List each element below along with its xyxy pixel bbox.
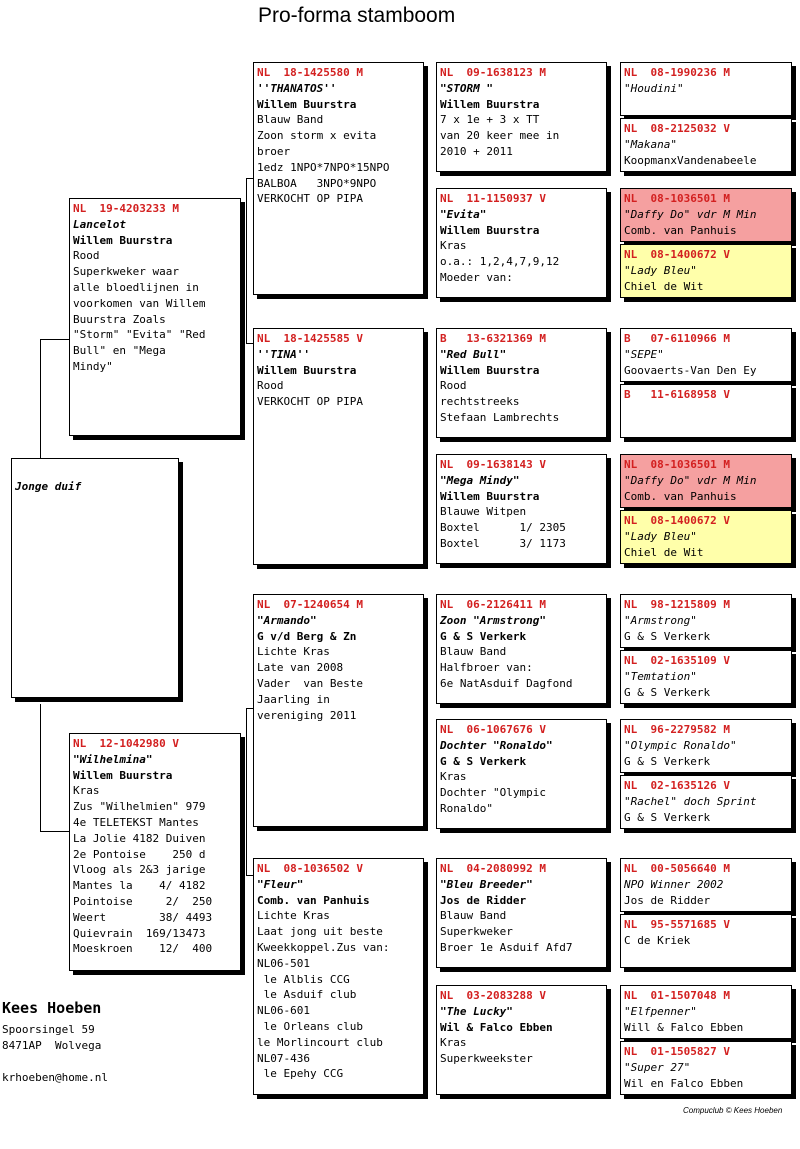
info-line: 2010 + 2011: [440, 144, 513, 158]
pigeon-name: "The Lucky": [440, 1004, 513, 1018]
great-grandparent-box: [436, 188, 607, 298]
pigeon-name: "Armstrong": [624, 613, 697, 627]
subject-box: [11, 458, 179, 698]
info-line: Superkweekster: [440, 1052, 533, 1066]
pigeon-name: NPO Winner 2002: [624, 877, 724, 891]
info-line: le Alblis CCG: [257, 972, 350, 986]
great-grandparent-box: [436, 719, 607, 829]
gen4-box: [620, 1041, 792, 1095]
breeder: Willem Buurstra: [440, 489, 540, 503]
info-line: Superkweker: [440, 925, 513, 939]
info-line: Moeder van:: [440, 270, 513, 284]
info-line: Blauwe Witpen: [440, 505, 527, 519]
subject-name: Jonge duif: [15, 480, 82, 493]
father-box: [69, 198, 241, 436]
ring-number: NL 18-1425580 M: [257, 66, 363, 79]
pigeon-name: "Houdini": [624, 81, 684, 95]
breeder: Goovaerts-Van Den Ey: [624, 363, 757, 377]
info-line: VERKOCHT OP PIPA: [257, 395, 363, 409]
ring-number: NL 11-1150937 V: [440, 192, 546, 205]
info-line: Rood: [440, 379, 467, 393]
info-line: Late van 2008: [257, 661, 344, 675]
great-grandparent-box: [436, 985, 607, 1095]
ring-number: NL 06-2126411 M: [440, 598, 546, 611]
info-line: Boxtel 3/ 1173: [440, 536, 566, 550]
gen4-box: [620, 62, 792, 116]
pigeon-name: "Wilhelmina": [73, 752, 153, 766]
breeder: Jos de Ridder: [624, 893, 711, 907]
ring-number: NL 08-1036501 M: [624, 458, 730, 471]
info-line: voorkomen van Willem: [73, 296, 206, 310]
ring-number: NL 08-1036501 M: [624, 192, 730, 205]
ring-number: NL 01-1507048 M: [624, 989, 730, 1002]
info-line: 4e TELETEKST Mantes: [73, 815, 199, 829]
info-line: "Storm" "Evita" "Red: [73, 328, 206, 342]
info-line: le Epehy CCG: [257, 1067, 344, 1081]
breeder: Willem Buurstra: [440, 97, 540, 111]
breeder: KoopmanxVandenabeele: [624, 153, 757, 167]
ring-number: NL 02-1635126 V: [624, 779, 730, 792]
breeder: Willem Buurstra: [440, 363, 540, 377]
breeder: Jos de Ridder: [440, 893, 527, 907]
info-line: Halfbroer van:: [440, 661, 533, 675]
pigeon-name: "Lady Bleu": [624, 529, 697, 543]
grandmother-maternal-box: [253, 858, 424, 1095]
info-line: Mantes la 4/ 4182: [73, 879, 206, 893]
info-line: NL06-501: [257, 956, 310, 970]
ring-number: NL 12-1042980 V: [73, 737, 179, 750]
info-line: 1edz 1NPO*7NPO*15NPO: [257, 160, 390, 174]
pigeon-name: "Super 27": [624, 1060, 691, 1074]
breeder: Willem Buurstra: [440, 223, 540, 237]
breeder: Chiel de Wit: [624, 279, 704, 293]
breeder: G v/d Berg & Zn: [257, 629, 357, 643]
breeder: G & S Verkerk: [624, 685, 711, 699]
breeder: Comb. van Panhuis: [624, 223, 737, 237]
info-line: Blauw Band: [440, 645, 507, 659]
pigeon-name: "STORM ": [440, 81, 493, 95]
breeder: Comb. van Panhuis: [624, 489, 737, 503]
mother-box: [69, 733, 241, 971]
info-line: o.a.: 1,2,4,7,9,12: [440, 255, 560, 269]
info-line: Kras: [73, 784, 100, 798]
breeder: Willem Buurstra: [257, 363, 357, 377]
connector-line: [40, 339, 41, 459]
connector-line: [40, 831, 70, 832]
info-line: 7 x 1e + 3 x TT: [440, 113, 540, 127]
ring-number: B 07-6110966 M: [624, 332, 730, 345]
info-line: le Morlincourt club: [257, 1035, 383, 1049]
breeder: G & S Verkerk: [624, 629, 711, 643]
breeder: Comb. van Panhuis: [257, 893, 370, 907]
owner-city: 8471AP Wolvega: [2, 1039, 102, 1052]
info-line: Superkweker waar: [73, 265, 179, 279]
info-line: Rood: [73, 249, 100, 263]
info-line: 6e NatAsduif Dagfond: [440, 676, 573, 690]
breeder: Willem Buurstra: [73, 768, 173, 782]
ring-number: NL 95-5571685 V: [624, 918, 730, 931]
info-line: Stefaan Lambrechts: [440, 410, 560, 424]
info-line: broer: [257, 144, 291, 158]
gen4-box: [620, 118, 792, 172]
info-line: Kras: [440, 239, 467, 253]
pigeon-name: "SEPE": [624, 347, 664, 361]
gen4-box: [620, 650, 792, 704]
connector-line: [246, 708, 247, 875]
gen4-box: [620, 775, 792, 829]
info-line: Quievrain 169/13473: [73, 926, 206, 940]
ring-number: NL 02-1635109 V: [624, 654, 730, 667]
info-line: Kweekkoppel.Zus van:: [257, 940, 390, 954]
pigeon-name: Lancelot: [73, 217, 126, 231]
info-line: Jaarling in: [257, 692, 330, 706]
info-line: le Orleans club: [257, 1019, 363, 1033]
great-grandparent-box: [436, 454, 607, 564]
connector-line: [40, 339, 70, 340]
ring-number: NL 19-4203233 M: [73, 202, 179, 215]
pigeon-name: "Makana": [624, 137, 677, 151]
info-line: Rood: [257, 379, 284, 393]
breeder: Wil & Falco Ebben: [440, 1020, 553, 1034]
info-line: le Asduif club: [257, 988, 357, 1002]
pigeon-name: "Rachel" doch Sprint: [624, 794, 757, 808]
pigeon-name: ''THANATOS'': [257, 81, 337, 95]
great-grandparent-box: [436, 858, 607, 968]
pigeon-name: "Mega Mindy": [440, 473, 520, 487]
ring-number: NL 08-1036502 V: [257, 862, 363, 875]
gen4-box: [620, 510, 792, 564]
connector-line: [246, 178, 247, 343]
pigeon-name: "Lady Bleu": [624, 263, 697, 277]
grandfather-paternal-box: [253, 62, 424, 295]
info-line: 2e Pontoise 250 d: [73, 847, 206, 861]
info-line: Blauw Band: [257, 113, 324, 127]
pigeon-name: "Armando": [257, 613, 317, 627]
info-line: VERKOCHT OP PIPA: [257, 192, 363, 206]
page-title: Pro-forma stamboom: [258, 4, 456, 27]
grandmother-paternal-box: [253, 328, 424, 565]
pigeon-name: Zoon "Armstrong": [440, 613, 546, 627]
pigeon-name: ''TINA'': [257, 347, 310, 361]
info-line: alle bloedlijnen in: [73, 280, 199, 294]
footer-credit: Compuclub © Kees Hoeben: [683, 1106, 783, 1115]
info-line: Dochter "Olympic: [440, 786, 546, 800]
info-line: Bull" en "Mega: [73, 344, 166, 358]
info-line: Zus "Wilhelmien" 979: [73, 800, 206, 814]
pigeon-name: "Bleu Breeder": [440, 877, 533, 891]
gen4-box: [620, 594, 792, 648]
connector-line: [40, 704, 41, 832]
info-line: rechtstreeks: [440, 395, 520, 409]
breeder: G & S Verkerk: [624, 754, 711, 768]
gen4-box: [620, 914, 792, 968]
ring-number: NL 00-5056640 M: [624, 862, 730, 875]
info-line: Broer 1e Asduif Afd7: [440, 940, 573, 954]
gen4-box: [620, 985, 792, 1039]
ring-number: B 13-6321369 M: [440, 332, 546, 345]
ring-number: NL 09-1638143 V: [440, 458, 546, 471]
info-line: Kras: [440, 770, 467, 784]
grandfather-maternal-box: [253, 594, 424, 827]
ring-number: B 11-6168958 V: [624, 388, 730, 401]
pigeon-name: "Elfpenner": [624, 1004, 697, 1018]
great-grandparent-box: [436, 328, 607, 438]
ring-number: NL 18-1425585 V: [257, 332, 363, 345]
info-line: Zoon storm x evita: [257, 129, 377, 143]
info-line: Vloog als 2&3 jarige: [73, 863, 206, 877]
owner-name: Kees Hoeben: [2, 999, 102, 1017]
ring-number: NL 01-1505827 V: [624, 1045, 730, 1058]
pigeon-name: "Red Bull": [440, 347, 507, 361]
info-line: Boxtel 1/ 2305: [440, 521, 566, 535]
great-grandparent-box: [436, 62, 607, 172]
breeder: C de Kriek: [624, 933, 691, 947]
breeder: Willem Buurstra: [73, 233, 173, 247]
pigeon-name: "Evita": [440, 207, 487, 221]
info-line: Lichte Kras: [257, 909, 330, 923]
ring-number: NL 08-2125032 V: [624, 122, 730, 135]
info-line: La Jolie 4182 Duiven: [73, 831, 206, 845]
gen4-box: [620, 454, 792, 508]
info-line: Buurstra Zoals: [73, 312, 166, 326]
owner-email[interactable]: krhoeben@home.nl: [2, 1071, 108, 1084]
info-line: Kras: [440, 1036, 467, 1050]
breeder: G & S Verkerk: [624, 810, 711, 824]
pigeon-name: "Daffy Do" vdr M Min: [624, 207, 757, 221]
gen4-box: [620, 384, 792, 438]
gen4-box: [620, 858, 792, 912]
ring-number: NL 06-1067676 V: [440, 723, 546, 736]
info-line: Laat jong uit beste: [257, 925, 383, 939]
breeder: G & S Verkerk: [440, 754, 527, 768]
breeder: Willem Buurstra: [257, 97, 357, 111]
pigeon-name: "Temtation": [624, 669, 697, 683]
info-line: BALBOA 3NPO*9NPO: [257, 176, 377, 190]
gen4-box: [620, 188, 792, 242]
info-line: Blauw Band: [440, 909, 507, 923]
breeder: Wil en Falco Ebben: [624, 1076, 744, 1090]
info-line: Ronaldo": [440, 801, 493, 815]
gen4-box: [620, 328, 792, 382]
gen4-box: [620, 244, 792, 298]
info-line: Pointoise 2/ 250: [73, 894, 213, 908]
info-line: Lichte Kras: [257, 645, 330, 659]
ring-number: NL 98-1215809 M: [624, 598, 730, 611]
owner-address: Spoorsingel 59: [2, 1023, 95, 1036]
gen4-box: [620, 719, 792, 773]
info-line: van 20 keer mee in: [440, 129, 560, 143]
ring-number: NL 96-2279582 M: [624, 723, 730, 736]
great-grandparent-box: [436, 594, 607, 704]
info-line: NL06-601: [257, 1004, 310, 1018]
ring-number: NL 03-2083288 V: [440, 989, 546, 1002]
info-line: Weert 38/ 4493: [73, 910, 213, 924]
pigeon-name: "Fleur": [257, 877, 304, 891]
ring-number: NL 09-1638123 M: [440, 66, 546, 79]
pigeon-name: "Olympic Ronaldo": [624, 738, 737, 752]
info-line: NL07-436: [257, 1051, 310, 1065]
ring-number: NL 08-1400672 V: [624, 248, 730, 261]
pigeon-name: "Daffy Do" vdr M Min: [624, 473, 757, 487]
info-line: Vader van Beste: [257, 676, 363, 690]
info-line: Moeskroen 12/ 400: [73, 942, 213, 956]
ring-number: NL 07-1240654 M: [257, 598, 363, 611]
info-line: Mindy": [73, 359, 113, 373]
info-line: vereniging 2011: [257, 708, 357, 722]
breeder: Chiel de Wit: [624, 545, 704, 559]
ring-number: NL 08-1400672 V: [624, 514, 730, 527]
ring-number: NL 04-2080992 M: [440, 862, 546, 875]
breeder: Will & Falco Ebben: [624, 1020, 744, 1034]
ring-number: NL 08-1990236 M: [624, 66, 730, 79]
pigeon-name: Dochter "Ronaldo": [440, 738, 553, 752]
breeder: G & S Verkerk: [440, 629, 527, 643]
